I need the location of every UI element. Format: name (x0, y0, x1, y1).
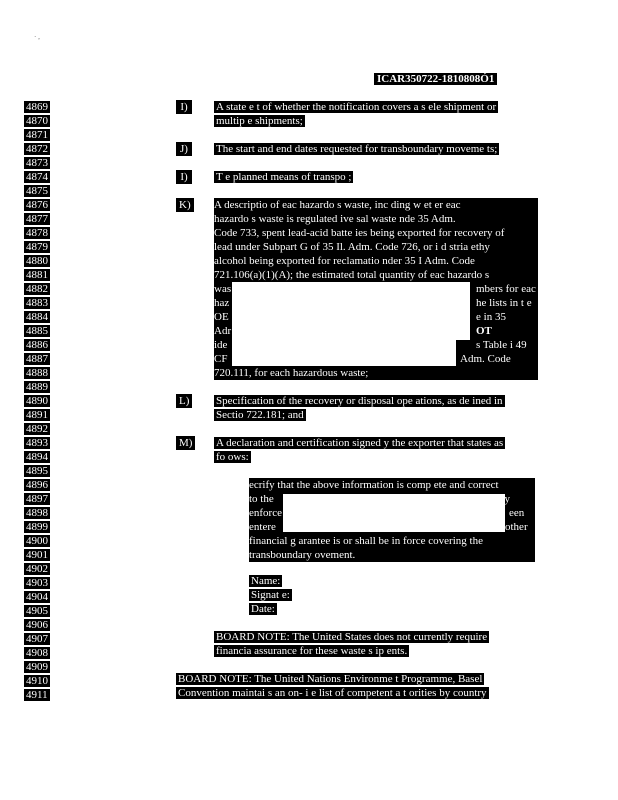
line-number: 4875 (26, 185, 48, 197)
item-body (214, 394, 538, 422)
item-text-line: Specification of the recovery or disposal ope ations, as de ined in (216, 395, 503, 407)
certification-line: transboundary ovement. (249, 549, 356, 561)
item-body (214, 198, 538, 380)
item-text-line: was (214, 283, 232, 295)
item-text-fragment: he lists in t e (476, 297, 532, 309)
line-number: 4907 (26, 633, 48, 645)
line-number: 4887 (26, 353, 48, 365)
line-number: 4900 (26, 535, 48, 547)
line-number: 4905 (26, 605, 48, 617)
item-text-fragment: OT (476, 325, 492, 337)
board-note-line: Convention maintai s an on- i e list of competent a t orities by country (178, 687, 487, 699)
item-marker: K) (176, 198, 194, 212)
line-number: 4910 (26, 675, 48, 687)
item-marker: M) (176, 436, 195, 450)
certification-line: financial g arantee is or shall be in force covering the (249, 535, 483, 547)
certification-statement (249, 478, 535, 562)
item-text-line: fo ows: (216, 451, 249, 463)
item-marker: L) (176, 394, 192, 408)
item-text-line: OE (214, 311, 229, 323)
line-number: 4908 (26, 647, 48, 659)
line-number: 4902 (26, 563, 48, 575)
line-number: 4876 (26, 199, 48, 211)
certification-fragment: een (509, 507, 525, 519)
signature-label: Signat e: (251, 589, 290, 601)
item-body (214, 170, 538, 184)
line-number: 4894 (26, 451, 48, 463)
line-number: 4869 (26, 101, 48, 113)
item-text-fragment: Adm. Code (460, 353, 511, 365)
line-number: 4881 (26, 269, 48, 281)
line-number: 4909 (26, 661, 48, 673)
item-marker: J) (176, 142, 192, 156)
line-number: 4870 (26, 115, 48, 127)
document-code: ICAR350722-1810808Ó1 (374, 73, 497, 85)
line-number: 4904 (26, 591, 48, 603)
certification-line: entere (249, 521, 276, 533)
redaction-block (232, 282, 470, 340)
line-number: 4874 (26, 171, 48, 183)
line-number: 4888 (26, 367, 48, 379)
item-text-fragment: mbers for eac (476, 283, 536, 295)
certification-line: ecrify that the above information is comp ete and correct (249, 479, 499, 491)
item-text-line: lead under Subpart G of 35 Il. Adm. Code 726, or i d stria ethy (214, 241, 490, 253)
line-number: 4883 (26, 297, 48, 309)
line-number: 4871 (26, 129, 48, 141)
certification-fragment: other (505, 521, 528, 533)
line-number: 4901 (26, 549, 48, 561)
redaction-block (232, 338, 456, 366)
name-label: Name: (251, 575, 281, 587)
board-note-line: financia assurance for these waste s ip ents. (216, 645, 408, 657)
redaction-block (283, 494, 505, 532)
board-note-line: BOARD NOTE: The United Nations Environme t Programme, Basel (178, 673, 483, 685)
item-text-line: CF (214, 353, 228, 365)
item-text-line: ide (214, 339, 228, 351)
line-number: 4880 (26, 255, 48, 267)
item-text-line: 721.106(a)(1)(A); the estimated total quantity of eac hazardo s (214, 269, 490, 281)
date-label: Date: (251, 603, 275, 615)
item-text-fragment: s Table i 49 (476, 339, 527, 351)
item-marker: I) (176, 170, 192, 184)
certification-line: to the (249, 493, 274, 505)
line-number: 4872 (26, 143, 48, 155)
item-marker: I) (176, 100, 192, 114)
line-number: 4885 (26, 325, 48, 337)
line-number: 4899 (26, 521, 48, 533)
document-code-header (374, 72, 497, 86)
item-text-line: Code 733, spent lead-acid batte ies being exported for recovery of (214, 227, 505, 239)
line-number: 4891 (26, 409, 48, 421)
line-number: 4903 (26, 577, 48, 589)
line-number: 4893 (26, 437, 48, 449)
item-body (214, 142, 538, 156)
signature-block (249, 574, 292, 616)
line-number: 4898 (26, 507, 48, 519)
line-number: 4892 (26, 423, 48, 435)
line-number: 4879 (26, 241, 48, 253)
line-number: 4906 (26, 619, 48, 631)
line-number: 4886 (26, 339, 48, 351)
line-number: 4873 (26, 157, 48, 169)
item-text-line: 720.111, for each hazardous waste; (214, 367, 369, 379)
line-number: 4896 (26, 479, 48, 491)
line-number-gutter (24, 100, 54, 702)
item-text-line: hazardo s waste is regulated ive sal waste nde 35 Adm. (214, 213, 456, 225)
item-text-line: A descriptio of eac hazardo s waste, inc ding w et er eac (214, 199, 461, 211)
item-text-fragment: e in 35 (476, 311, 506, 323)
item-text-line: alcohol being exported for reclamatio nder 35 I Adm. Code (214, 255, 475, 267)
board-note-line: BOARD NOTE: The United States does not currently require (216, 631, 488, 643)
item-text-line: A state e t of whether the notification covers a s ele shipment or (216, 101, 497, 113)
item-body (214, 436, 538, 464)
board-note-1 (214, 630, 489, 658)
line-number: 4877 (26, 213, 48, 225)
certification-fragment: t ta ly (485, 493, 511, 505)
item-text-line: Sectio 722.181; and (216, 409, 304, 421)
scan-artifact-mark: · , (34, 33, 40, 41)
line-number: 4897 (26, 493, 48, 505)
line-number: 4882 (26, 283, 48, 295)
line-number: 4911 (26, 689, 48, 701)
item-text-line: T e planned means of transpo ; (216, 171, 352, 183)
item-body (214, 100, 538, 128)
item-text-line: A declaration and certification signed y the exporter that states as (216, 437, 504, 449)
line-number: 4889 (26, 381, 48, 393)
line-number: 4884 (26, 311, 48, 323)
item-text-line: Adr (214, 325, 232, 337)
certification-line: enforce (249, 507, 282, 519)
board-note-2 (176, 672, 489, 700)
item-text-line: The start and end dates requested for transboundary moveme ts; (216, 143, 498, 155)
item-text-line: multip e shipments; (216, 115, 303, 127)
line-number: 4878 (26, 227, 48, 239)
item-text-line: haz (214, 297, 230, 309)
line-number: 4895 (26, 465, 48, 477)
line-number: 4890 (26, 395, 48, 407)
